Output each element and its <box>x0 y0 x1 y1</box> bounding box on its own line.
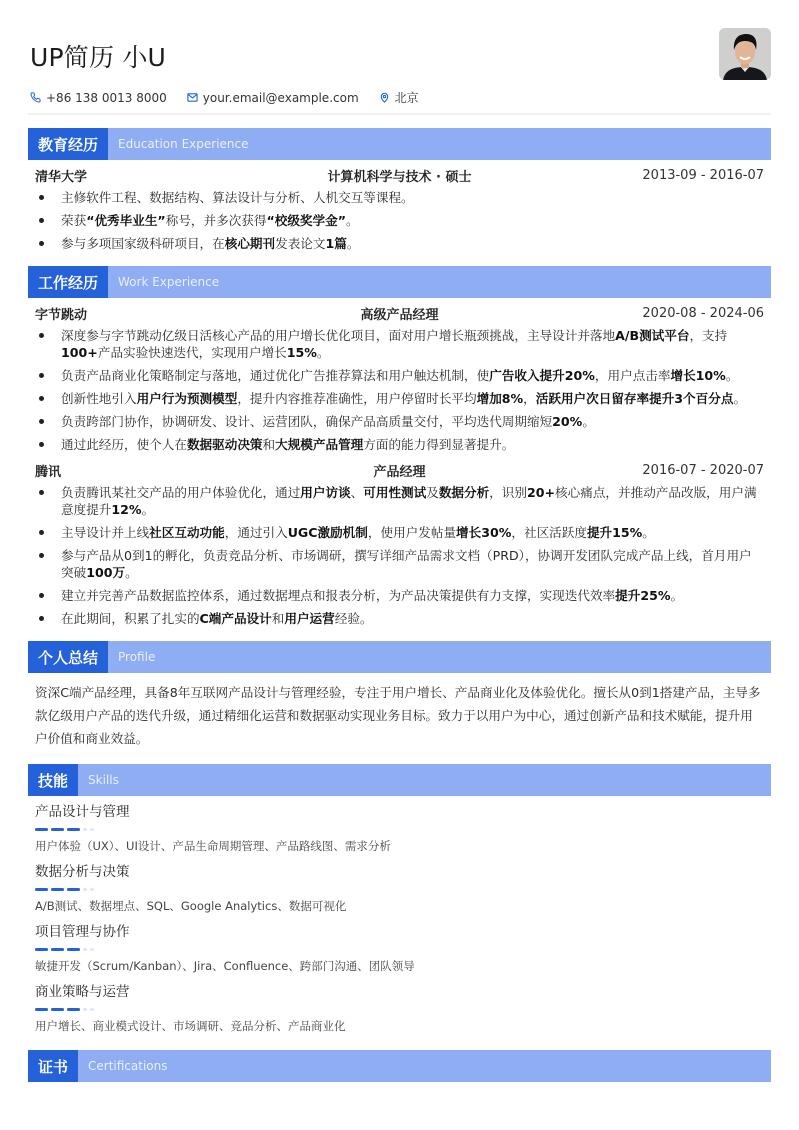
section-title-zh: 工作经历 <box>28 266 108 298</box>
skills-list <box>28 802 771 1036</box>
skill-level-bar <box>35 944 764 954</box>
bullet-list <box>35 189 764 252</box>
bullet-list <box>35 484 764 627</box>
bullet-item: 深度参与字节跳动亿级日活核心产品的用户增长优化项目，面对用户增长瓶颈挑战，主导设计并落地A/B测试平台，支持100+产品实验快速迭代，实现用户增长15%。 <box>35 327 764 361</box>
degree: 计算机科学与技术 · 硕士 <box>327 169 472 185</box>
job-title: 产品经理 <box>373 464 426 480</box>
date-range: 2020-08 - 2024-06 <box>642 305 764 321</box>
skill-name: 商业策略与运营 <box>35 984 130 1000</box>
bullet-item: 创新性地引入用户行为预测模型，提升内容推荐准确性，用户停留时长平均增加8%，活跃用户次日留存率提升3个百分点。 <box>35 390 764 407</box>
avatar <box>719 28 771 80</box>
skill-level-bar <box>35 824 764 834</box>
contact-phone <box>30 91 167 105</box>
bullet-item: 主修软件工程、数据结构、算法设计与分析、人机交互等课程。 <box>35 189 764 206</box>
section-title-zh: 个人总结 <box>28 641 108 673</box>
skill-item <box>28 862 771 916</box>
header-divider <box>28 113 771 115</box>
bullet-list <box>35 327 764 453</box>
skill-level-bar <box>35 1004 764 1014</box>
skill-level-bar <box>35 884 764 894</box>
school-name: 清华大学 <box>35 169 88 185</box>
phone-icon <box>30 92 41 103</box>
bullet-item: 建立并完善产品数据监控体系，通过数据埋点和报表分析，为产品决策提供有力支撑，实现迭代效率提升25%。 <box>35 587 764 604</box>
skill-item <box>28 802 771 856</box>
job-title: 高级产品经理 <box>360 307 439 323</box>
section-header-profile <box>28 641 771 673</box>
section-title-en: Work Experience <box>118 275 220 289</box>
work-entry <box>28 302 771 453</box>
education-entry <box>28 164 771 252</box>
skill-item <box>28 982 771 1036</box>
location-text: 北京 <box>394 91 419 105</box>
section-header-certifications <box>28 1050 771 1082</box>
bullet-item: 参与产品从0到1的孵化，负责竞品分析、市场调研，撰写详细产品需求文档（PRD），协调开发团队完成产品上线，首月用户突破100万。 <box>35 547 764 581</box>
skill-item <box>28 922 771 976</box>
bullet-item: 负责跨部门协作，协调研发、设计、运营团队，确保产品高质量交付，平均迭代周期缩短20%。 <box>35 413 764 430</box>
section-title-zh: 证书 <box>28 1050 78 1082</box>
email-text: your.email@example.com <box>202 90 359 105</box>
skill-description: 敏捷开发（Scrum/Kanban）、Jira、Confluence、跨部门沟通、团队领导 <box>35 959 415 973</box>
section-title-en: Education Experience <box>118 137 249 151</box>
section-title-en: Profile <box>118 650 156 664</box>
section-header-work <box>28 266 771 298</box>
section-header-education <box>28 128 771 160</box>
bullet-item: 负责腾讯某社交产品的用户体验优化，通过用户访谈、可用性测试及数据分析，识别20+核心痛点，并推动产品改版，用户满意度提升12%。 <box>35 484 764 518</box>
bullet-item: 在此期间，积累了扎实的C端产品设计和用户运营经验。 <box>35 610 764 627</box>
skill-name: 产品设计与管理 <box>35 804 130 820</box>
section-title-en: Certifications <box>88 1059 168 1073</box>
bullet-item: 主导设计并上线社区互动功能，通过引入UGC激励机制，使用户发帖量增长30%，社区活跃度提升15%。 <box>35 524 764 541</box>
section-title-zh: 技能 <box>28 764 78 796</box>
resume-header <box>28 0 771 116</box>
profile-photo-icon <box>719 28 771 80</box>
skill-description: 用户增长、商业模式设计、市场调研、竞品分析、产品商业化 <box>35 1019 346 1033</box>
entry-header <box>35 302 764 324</box>
contact-email <box>187 91 359 105</box>
profile-summary: 资深C端产品经理，具备8年互联网产品设计与管理经验，专注于用户增长、产品商业化及体验优化。擅长从0到1搭建产品，主导多款亿级用户产品的迭代升级，通过精细化运营和数据驱动实现业务目标。致力于以用户为中心，通过创新产品和技术赋能，提升用户价值和商业效益。 <box>35 685 761 746</box>
candidate-name: UP简历 小U <box>30 43 167 72</box>
bullet-item: 通过此经历，使个人在数据驱动决策和大规模产品管理方面的能力得到显著提升。 <box>35 436 764 453</box>
skill-description: A/B测试、数据埋点、SQL、Google Analytics、数据可视化 <box>35 899 347 913</box>
entry-header <box>35 164 764 186</box>
section-title-en: Skills <box>88 773 119 787</box>
phone-text: +86 138 0013 8000 <box>46 90 167 105</box>
section-header-skills <box>28 764 771 796</box>
bullet-item: 荣获“优秀毕业生”称号，并多次获得“校级奖学金”。 <box>35 212 764 229</box>
bullet-item: 负责产品商业化策略制定与落地，通过优化广告推荐算法和用户触达机制，使广告收入提升20%，用户点击率增长10%。 <box>35 367 764 384</box>
company-name: 腾讯 <box>35 464 62 480</box>
contact-row <box>30 89 439 106</box>
mail-icon <box>187 92 198 103</box>
company-name: 字节跳动 <box>35 307 88 323</box>
skill-description: 用户体验（UX）、UI设计、产品生命周期管理、产品路线图、需求分析 <box>35 839 391 853</box>
date-range: 2016-07 - 2020-07 <box>642 462 764 478</box>
date-range: 2013-09 - 2016-07 <box>642 167 764 183</box>
bullet-item: 参与多项国家级科研项目，在核心期刊发表论文1篇。 <box>35 235 764 252</box>
contact-location <box>379 89 419 106</box>
location-pin-icon <box>379 92 390 103</box>
entry-header <box>35 459 764 481</box>
work-entry <box>28 459 771 627</box>
skill-name: 项目管理与协作 <box>35 924 130 940</box>
section-title-zh: 教育经历 <box>28 128 108 160</box>
skill-name: 数据分析与决策 <box>35 864 130 880</box>
